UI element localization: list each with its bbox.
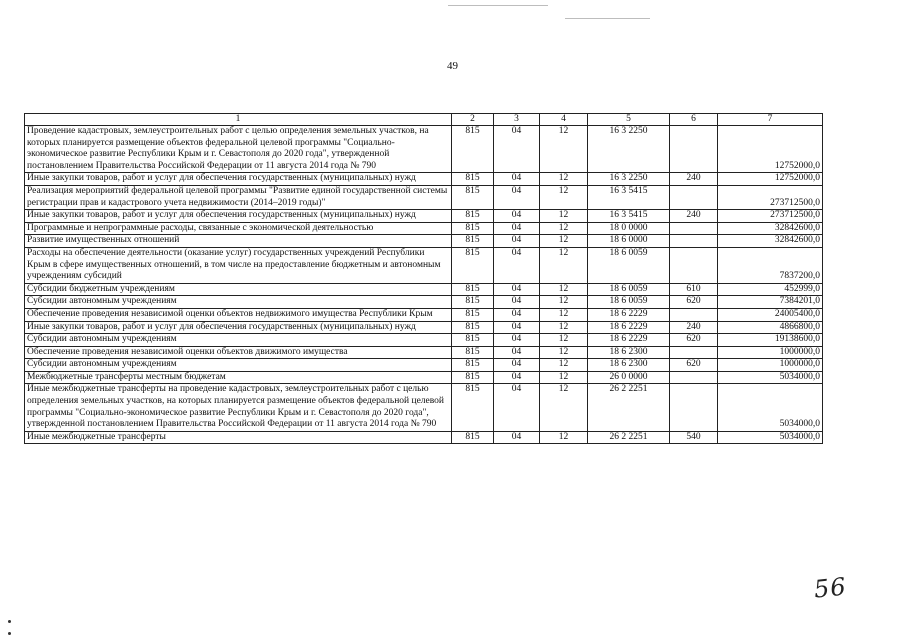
code-cell: 18 6 2300 (588, 346, 670, 359)
code-cell: 815 (452, 235, 494, 248)
code-cell: 18 6 2229 (588, 308, 670, 321)
table-row (25, 173, 823, 186)
table-row (25, 308, 823, 321)
code-cell: 815 (452, 321, 494, 334)
amount-cell: 7384201,0 (718, 296, 823, 309)
code-cell: 815 (452, 359, 494, 372)
table-row (25, 283, 823, 296)
code-cell (670, 371, 718, 384)
table-row (25, 210, 823, 223)
code-cell: 620 (670, 359, 718, 372)
amount-cell: 452999,0 (718, 283, 823, 296)
code-cell: 815 (452, 431, 494, 444)
amount-cell: 5034000,0 (718, 384, 823, 431)
scan-top-rule (448, 5, 548, 6)
code-cell: 240 (670, 210, 718, 223)
code-cell (670, 384, 718, 431)
code-cell: 04 (494, 283, 540, 296)
code-cell: 18 6 0059 (588, 283, 670, 296)
code-cell (670, 126, 718, 173)
code-cell: 610 (670, 283, 718, 296)
code-cell (670, 308, 718, 321)
code-cell: 815 (452, 283, 494, 296)
row-name-cell: Расходы на обеспечение деятельности (оказание услуг) государственных учреждений Республики Крым в сфере имущественных отношений, в том числе на предоставление бюджетным и автономным учреждениям субсидий (25, 247, 452, 283)
code-cell: 04 (494, 321, 540, 334)
column-header: 4 (540, 114, 588, 126)
code-cell (670, 235, 718, 248)
code-cell: 815 (452, 384, 494, 431)
code-cell: 26 2 2251 (588, 384, 670, 431)
code-cell (670, 222, 718, 235)
column-header: 3 (494, 114, 540, 126)
code-cell: 16 3 5415 (588, 185, 670, 209)
code-cell: 16 3 2250 (588, 173, 670, 186)
code-cell: 12 (540, 296, 588, 309)
table-row (25, 371, 823, 384)
code-cell: 12 (540, 283, 588, 296)
row-name-cell: Субсидии автономным учреждениям (25, 334, 452, 347)
row-name-cell: Субсидии бюджетным учреждениям (25, 283, 452, 296)
code-cell: 04 (494, 296, 540, 309)
code-cell: 04 (494, 126, 540, 173)
code-cell: 815 (452, 296, 494, 309)
table-row (25, 126, 823, 173)
row-name-cell: Субсидии автономным учреждениям (25, 359, 452, 372)
code-cell: 240 (670, 173, 718, 186)
amount-cell: 4866800,0 (718, 321, 823, 334)
amount-cell: 32842600,0 (718, 235, 823, 248)
row-name-cell: Субсидии автономным учреждениям (25, 296, 452, 309)
code-cell: 815 (452, 126, 494, 173)
code-cell: 620 (670, 334, 718, 347)
code-cell: 04 (494, 222, 540, 235)
column-header: 7 (718, 114, 823, 126)
code-cell: 620 (670, 296, 718, 309)
column-header: 2 (452, 114, 494, 126)
amount-cell: 24005400,0 (718, 308, 823, 321)
code-cell: 815 (452, 346, 494, 359)
code-cell: 815 (452, 173, 494, 186)
page-number: 49 (447, 60, 458, 72)
code-cell: 18 6 0059 (588, 296, 670, 309)
code-cell: 16 3 5415 (588, 210, 670, 223)
code-cell: 12 (540, 126, 588, 173)
code-cell: 26 2 2251 (588, 431, 670, 444)
row-name-cell: Иные закупки товаров, работ и услуг для обеспечения государственных (муниципальных) нужд (25, 321, 452, 334)
table-row (25, 222, 823, 235)
code-cell: 12 (540, 384, 588, 431)
row-name-cell: Иные закупки товаров, работ и услуг для обеспечения государственных (муниципальных) нужд (25, 173, 452, 186)
table-row (25, 334, 823, 347)
row-name-cell: Иные межбюджетные трансферты (25, 431, 452, 444)
row-name-cell: Обеспечение проведения независимой оценки объектов недвижимого имущества Республики Крым (25, 308, 452, 321)
code-cell (670, 185, 718, 209)
table-row (25, 247, 823, 283)
amount-cell: 5034000,0 (718, 431, 823, 444)
budget-table (24, 113, 823, 444)
amount-cell: 32842600,0 (718, 222, 823, 235)
code-cell: 540 (670, 431, 718, 444)
row-name-cell: Иные межбюджетные трансферты на проведение кадастровых, землеустроительных работ с целью определения земельных участков, на которых планируется размещение объектов федеральной целевой программы "Социально-экономическое развитие Республики Крым и г. Севастополя до 2020 года", утвержденной постановлением Правительства Российской Федерации от 11 августа 2014 года № 790 (25, 384, 452, 431)
code-cell: 815 (452, 334, 494, 347)
row-name-cell: Развитие имущественных отношений (25, 235, 452, 248)
code-cell: 12 (540, 371, 588, 384)
code-cell: 815 (452, 185, 494, 209)
amount-cell: 5034000,0 (718, 371, 823, 384)
row-name-cell: Проведение кадастровых, землеустроительных работ с целью определения земельных участков, на которых планируется размещение объектов федеральной целевой программы "Социально-экономическое развитие Республики Крым и г. Севастополя до 2020 года", утвержденной постановлением Правительства Российской Федерации от 11 августа 2014 года № 790 (25, 126, 452, 173)
code-cell: 04 (494, 235, 540, 248)
code-cell: 04 (494, 334, 540, 347)
scan-dot (8, 620, 11, 623)
code-cell: 26 0 0000 (588, 371, 670, 384)
code-cell: 815 (452, 308, 494, 321)
code-cell: 12 (540, 210, 588, 223)
row-name-cell: Обеспечение проведения независимой оценки объектов движимого имущества (25, 346, 452, 359)
code-cell (670, 346, 718, 359)
code-cell: 12 (540, 321, 588, 334)
code-cell: 16 3 2250 (588, 126, 670, 173)
code-cell: 12 (540, 235, 588, 248)
code-cell: 18 6 0059 (588, 247, 670, 283)
code-cell: 12 (540, 173, 588, 186)
code-cell: 04 (494, 173, 540, 186)
code-cell: 04 (494, 359, 540, 372)
code-cell: 240 (670, 321, 718, 334)
table-row (25, 235, 823, 248)
amount-cell: 7837200,0 (718, 247, 823, 283)
code-cell: 18 0 0000 (588, 222, 670, 235)
code-cell: 12 (540, 185, 588, 209)
code-cell: 12 (540, 431, 588, 444)
table-header-row (25, 114, 823, 126)
code-cell: 12 (540, 359, 588, 372)
column-header: 6 (670, 114, 718, 126)
row-name-cell: Межбюджетные трансферты местным бюджетам (25, 371, 452, 384)
code-cell: 12 (540, 247, 588, 283)
code-cell: 04 (494, 308, 540, 321)
code-cell: 815 (452, 247, 494, 283)
code-cell: 12 (540, 334, 588, 347)
column-header: 1 (25, 114, 452, 126)
code-cell: 04 (494, 371, 540, 384)
code-cell: 815 (452, 371, 494, 384)
amount-cell: 273712500,0 (718, 185, 823, 209)
code-cell: 18 6 2229 (588, 334, 670, 347)
code-cell: 815 (452, 210, 494, 223)
column-header: 5 (588, 114, 670, 126)
code-cell: 04 (494, 346, 540, 359)
amount-cell: 273712500,0 (718, 210, 823, 223)
table-row (25, 346, 823, 359)
code-cell: 18 6 2229 (588, 321, 670, 334)
code-cell: 04 (494, 247, 540, 283)
table-row (25, 359, 823, 372)
table-row (25, 321, 823, 334)
row-name-cell: Иные закупки товаров, работ и услуг для обеспечения государственных (муниципальных) нужд (25, 210, 452, 223)
scan-top-rule (565, 18, 650, 19)
row-name-cell: Реализация мероприятий федеральной целевой программы "Развитие единой государственной системы регистрации прав и кадастрового учета недвижимости (2014–2019 годы)" (25, 185, 452, 209)
table-row (25, 384, 823, 431)
code-cell: 04 (494, 431, 540, 444)
table-row (25, 185, 823, 209)
table-row (25, 296, 823, 309)
amount-cell: 12752000,0 (718, 173, 823, 186)
code-cell: 12 (540, 308, 588, 321)
amount-cell: 12752000,0 (718, 126, 823, 173)
scan-dot (8, 632, 11, 635)
amount-cell: 1000000,0 (718, 359, 823, 372)
code-cell (670, 247, 718, 283)
code-cell: 12 (540, 346, 588, 359)
code-cell: 18 6 2300 (588, 359, 670, 372)
code-cell: 04 (494, 384, 540, 431)
code-cell: 815 (452, 222, 494, 235)
table-row (25, 431, 823, 444)
code-cell: 18 6 0000 (588, 235, 670, 248)
handwritten-page-mark: 56 (812, 572, 848, 604)
code-cell: 12 (540, 222, 588, 235)
code-cell: 04 (494, 210, 540, 223)
row-name-cell: Программные и непрограммные расходы, связанные с экономической деятельностью (25, 222, 452, 235)
code-cell: 04 (494, 185, 540, 209)
amount-cell: 1000000,0 (718, 346, 823, 359)
amount-cell: 19138600,0 (718, 334, 823, 347)
